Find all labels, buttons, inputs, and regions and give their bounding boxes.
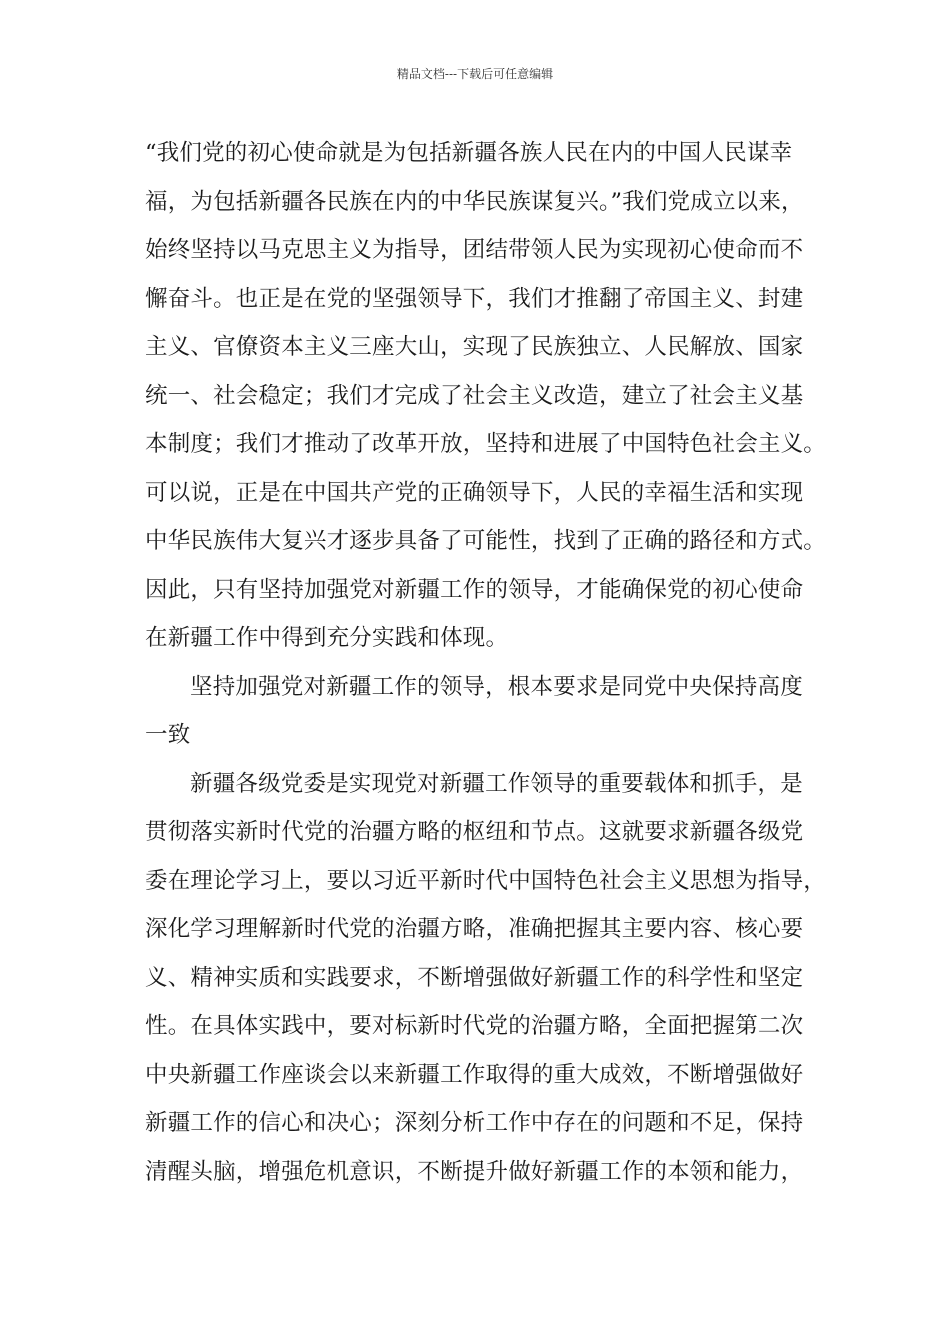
text-line: 本制度；我们才推动了改革开放，坚持和进展了中国特色社会主义。 <box>145 431 827 457</box>
text-line: 性。在具体实践中，要对标新时代党的治疆方略，全面把握第二次 <box>145 1013 804 1039</box>
page-header: 精品文档---下载后可任意编辑 <box>396 67 554 81</box>
text-line: 新疆各级党委是实现党对新疆工作领导的重要载体和抓手，是 <box>190 770 803 797</box>
text-line: 新疆工作的信心和决心；深刻分析工作中存在的问题和不足，保持 <box>145 1110 804 1136</box>
text-line: 统一、社会稳定；我们才完成了社会主义改造，建立了社会主义基 <box>145 382 804 409</box>
section-heading-line: 一致 <box>145 722 191 748</box>
text-line: 可以说，正是在中国共产党的正确领导下，人民的幸福生活和实现 <box>145 479 804 506</box>
text-line: 深化学习理解新时代党的治疆方略，准确把握其主要内容、核心要 <box>145 916 804 942</box>
text-line: 贯彻落实新时代党的治疆方略的枢纽和节点。这就要求新疆各级党 <box>145 819 804 845</box>
text-line: 在新疆工作中得到充分实践和体现。 <box>145 625 509 651</box>
text-line: 义、精神实质和实践要求，不断增强做好新疆工作的科学性和坚定 <box>145 964 804 991</box>
text-line: 清醒头脑，增强危机意识，不断提升做好新疆工作的本领和能力， <box>145 1158 804 1185</box>
text-line: 福，为包括新疆各民族在内的中华民族谋复兴。”我们党成立以来， <box>145 188 804 215</box>
text-line: 主义、官僚资本主义三座大山，实现了民族独立、人民解放、国家 <box>145 334 804 360</box>
text-line: 委在理论学习上，要以习近平新时代中国特色社会主义思想为指导， <box>145 867 827 894</box>
text-line: 因此，只有坚持加强党对新疆工作的领导，才能确保党的初心使命 <box>145 576 804 603</box>
text-line: 中华民族伟大复兴才逐步具备了可能性，找到了正确的路径和方式。 <box>145 528 827 554</box>
text-line: 中央新疆工作座谈会以来新疆工作取得的重大成效，不断增强做好 <box>145 1061 804 1088</box>
text-line: 始终坚持以马克思主义为指导，团结带领人民为实现初心使命而不 <box>145 237 804 263</box>
text-line: “我们党的初心使命就是为包括新疆各族人民在内的中国人民谋幸 <box>145 140 793 166</box>
text-line: 懈奋斗。也正是在党的坚强领导下，我们才推翻了帝国主义、封建 <box>145 285 804 312</box>
document-body <box>145 129 835 1196</box>
section-heading-line: 坚持加强党对新疆工作的领导，根本要求是同党中央保持高度 <box>190 673 803 700</box>
